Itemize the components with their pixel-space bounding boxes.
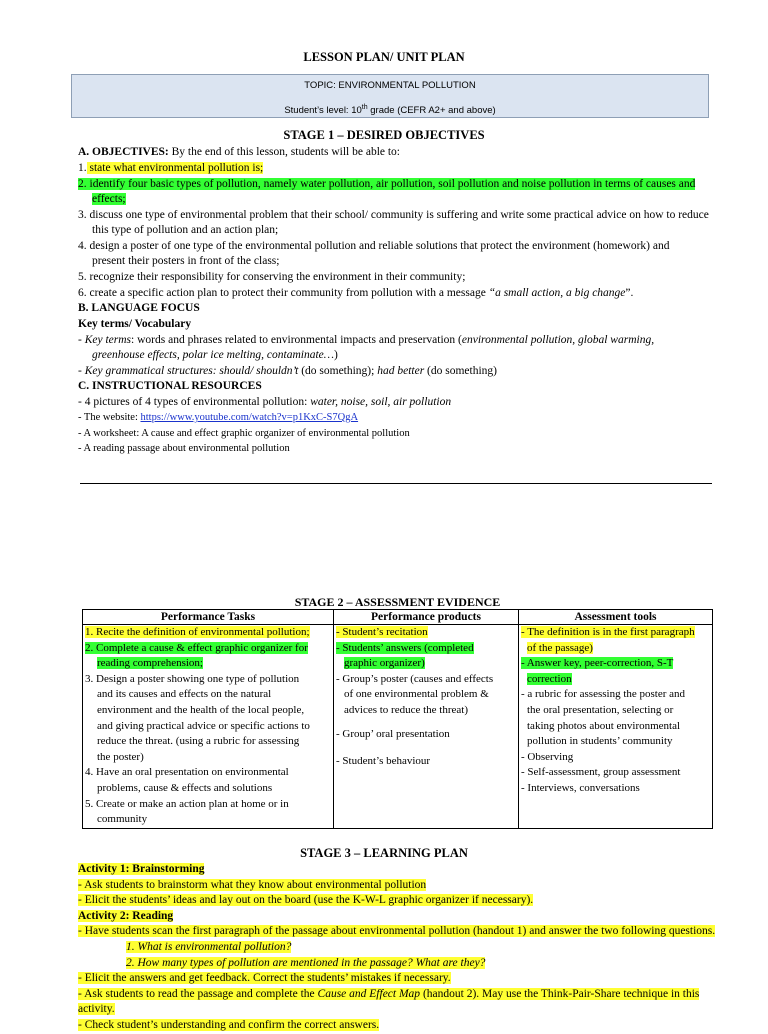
level-pre: Student’s level: 10 xyxy=(284,105,362,117)
column-header-tools: Assessment tools xyxy=(519,610,713,625)
grammar-line xyxy=(78,364,710,380)
tools-cell xyxy=(519,625,713,829)
tool-line: - Interviews, conversations xyxy=(521,781,640,794)
task-line: and giving practical advice or specific actions to xyxy=(97,719,310,732)
task-line: 3. Design a poster showing one type of pollution xyxy=(85,672,300,685)
resource-1-text: - 4 pictures of 4 types of environmental pollution: xyxy=(78,396,311,408)
activity-1-heading: Activity 1: Brainstorming xyxy=(78,863,205,875)
product-line: - Group’s poster (causes and effects xyxy=(336,672,494,685)
plan-line: - Have students scan the first paragraph of the passage about environmental pollution (handout 1) and answer the two following questions. xyxy=(78,925,716,938)
plan-line-read-pre: - Ask students to read the passage and complete the xyxy=(78,987,318,1000)
question-1: 1. What is environmental pollution? xyxy=(126,940,292,953)
tool-line: taking photos about environmental xyxy=(527,719,681,732)
cause-effect-map: Cause and Effect Map xyxy=(317,987,421,1000)
objective-5-number: 5. xyxy=(78,271,87,283)
learning-plan xyxy=(78,862,723,1034)
resources-heading: C. INSTRUCTIONAL RESOURCES xyxy=(78,380,262,392)
key-terms-label: Key terms xyxy=(84,334,132,346)
objective-3-text: discuss one type of environmental problem that their school/ community is suffering and write some practical advice on how to reduce xyxy=(86,209,709,221)
objective-3 xyxy=(78,208,710,224)
objective-2-cont xyxy=(78,192,710,208)
plan-line: activity. xyxy=(78,1003,115,1016)
tool-line: correction xyxy=(527,672,572,685)
grammar-label: Key grammatical structures: should/ shouldn’t xyxy=(84,365,299,377)
objective-4-number: 4. xyxy=(78,240,87,252)
objective-5-text: recognize their responsibility for conserving the environment in their community; xyxy=(86,271,466,283)
level-post: grade (CEFR A2+ and above) xyxy=(367,105,496,117)
objective-2-highlight xyxy=(78,178,695,190)
task-line: 2. Complete a cause & effect graphic organizer for xyxy=(85,641,308,654)
objective-6-text: create a specific action plan to protect their community from pollution with a message xyxy=(86,287,489,299)
objective-1 xyxy=(78,161,710,177)
resource-3: - A worksheet: A cause and effect graphic organizer of environmental pollution xyxy=(78,428,410,439)
task-line: problems, cause & effects and solutions xyxy=(97,781,273,794)
stage1-heading: STAGE 1 – DESIRED OBJECTIVES xyxy=(283,128,485,142)
objectives-label: A. OBJECTIVES: xyxy=(78,146,169,158)
task-line: 1. Recite the definition of environmental pollution; xyxy=(85,626,310,638)
tool-line: - Answer key, peer-correction, S-T xyxy=(521,657,674,670)
products-cell xyxy=(334,625,519,829)
product-line: of one environmental problem & xyxy=(344,688,489,701)
plan-line-read-post: (handout 2). May use the Think-Pair-Share technique in this xyxy=(420,987,700,1000)
key-terms-cont xyxy=(78,348,710,364)
objective-2-number: 2. xyxy=(78,178,87,190)
objectives-line xyxy=(78,145,710,161)
assessment-table xyxy=(82,595,713,829)
level-sup: th xyxy=(361,104,368,111)
key-terms-text: : words and phrases related to environmental impacts and preservation ( xyxy=(131,334,462,346)
tool-line: the oral presentation, selecting or xyxy=(527,703,674,716)
youtube-link[interactable]: https://www.youtube.com/watch?v=p1KxC-S7QgA xyxy=(140,412,359,423)
divider xyxy=(80,483,712,484)
task-line: 5. Create or make an action plan at home or in xyxy=(85,797,289,810)
task-line: environment and the health of the local people, xyxy=(97,703,305,716)
topic-label: TOPIC: ENVIRONMENTAL POLLUTION xyxy=(304,80,476,91)
language-focus-heading: B. LANGUAGE FOCUS xyxy=(78,302,200,314)
stage3-heading: STAGE 3 – LEARNING PLAN xyxy=(300,846,468,860)
topic-box xyxy=(71,74,709,118)
grammar-dash: - xyxy=(78,365,85,377)
grammar-end: (do something) xyxy=(424,365,497,377)
product-line: - Group’ oral presentation xyxy=(336,727,450,740)
key-terms-list: environmental pollution, global warming, xyxy=(461,334,655,346)
objective-4-cont: present their posters in front of the class; xyxy=(92,255,280,267)
tool-line: pollution in students’ community xyxy=(527,735,673,748)
key-terms-dash: - xyxy=(78,334,85,346)
task-line: community xyxy=(97,813,148,826)
product-line: - Student’s recitation xyxy=(336,626,428,638)
key-terms-close: ) xyxy=(333,349,338,361)
page-title: LESSON PLAN/ UNIT PLAN xyxy=(303,50,465,64)
column-header-products: Performance products xyxy=(334,610,519,625)
resource-1-types: water, noise, soil, air pollution xyxy=(310,396,452,408)
product-line: - Students’ answers (completed xyxy=(336,641,474,654)
objective-6-number: 6. xyxy=(78,287,87,299)
objective-1-number: 1. xyxy=(78,162,87,174)
plan-line: - Ask students to brainstorm what they know about environmental pollution xyxy=(78,878,427,891)
resource-4: - A reading passage about environmental pollution xyxy=(78,443,290,454)
objective-6-quote: “a small action, a big change xyxy=(488,287,626,299)
tool-line: - The definition is in the first paragraph xyxy=(521,626,695,638)
objectives-intro: By the end of this lesson, students will be able to: xyxy=(168,146,401,158)
objective-5 xyxy=(78,270,710,286)
tasks-cell xyxy=(83,625,334,829)
objective-2 xyxy=(78,177,710,193)
question-2: 2. How many types of pollution are mentioned in the passage? What are they? xyxy=(126,956,486,969)
objective-4-text: design a poster of one type of the environmental pollution and reliable solutions that protect the environment (homework) and xyxy=(86,240,670,252)
tool-line: of the passage) xyxy=(527,641,593,654)
objective-4 xyxy=(78,239,710,255)
task-line: reading comprehension; xyxy=(97,657,203,670)
stage2-heading: STAGE 2 – ASSESSMENT EVIDENCE xyxy=(294,595,501,609)
column-header-tasks: Performance Tasks xyxy=(83,610,334,625)
tool-line: - Observing xyxy=(521,750,574,763)
product-line: advices to reduce the threat) xyxy=(344,703,468,716)
product-line: - Student’s behaviour xyxy=(336,755,431,768)
resource-2 xyxy=(78,410,710,426)
grammar-mid: (do something); xyxy=(298,365,378,377)
plan-line-read xyxy=(78,988,699,1000)
objective-3-number: 3. xyxy=(78,209,87,221)
task-line: and its causes and effects on the natural xyxy=(97,688,272,701)
objective-3-cont: this type of pollution and an action plan; xyxy=(92,224,279,236)
grammar-had-better: had better xyxy=(377,365,425,377)
objective-2-text: identify four basic types of pollution, namely water pollution, air pollution, soil pollution and noise pollution in terms of causes and xyxy=(86,178,696,190)
tool-line: - a rubric for assessing the poster and xyxy=(521,688,686,701)
objective-6-end: ”. xyxy=(625,287,634,299)
tool-line: - Self-assessment, group assessment xyxy=(521,766,681,779)
student-level xyxy=(72,97,708,122)
activity-2-heading: Activity 2: Reading xyxy=(78,909,174,922)
objective-1-text: state what environmental pollution is; xyxy=(86,162,264,174)
key-terms-line xyxy=(78,333,710,349)
task-line: reduce the threat. (using a rubric for assessing xyxy=(97,735,300,748)
product-line: graphic organizer) xyxy=(344,657,425,670)
plan-line: - Check student’s understanding and confirm the correct answers. xyxy=(78,1018,380,1031)
plan-line: - Elicit the students’ ideas and lay out on the board (use the K-W-L graphic organizer if necessary). xyxy=(78,894,534,907)
objective-6 xyxy=(78,286,710,302)
task-line: 4. Have an oral presentation on environmental xyxy=(85,766,289,779)
resource-1 xyxy=(78,395,710,411)
vocabulary-heading: Key terms/ Vocabulary xyxy=(78,318,192,330)
plan-line: - Elicit the answers and get feedback. Correct the students’ mistakes if necessary. xyxy=(78,972,451,985)
key-terms-list-cont: greenhouse effects, polar ice melting, contaminate… xyxy=(92,349,334,361)
resource-2-text: - The website: xyxy=(78,412,141,423)
task-line: the poster) xyxy=(97,750,144,763)
objective-2-text-cont: effects; xyxy=(92,193,126,205)
